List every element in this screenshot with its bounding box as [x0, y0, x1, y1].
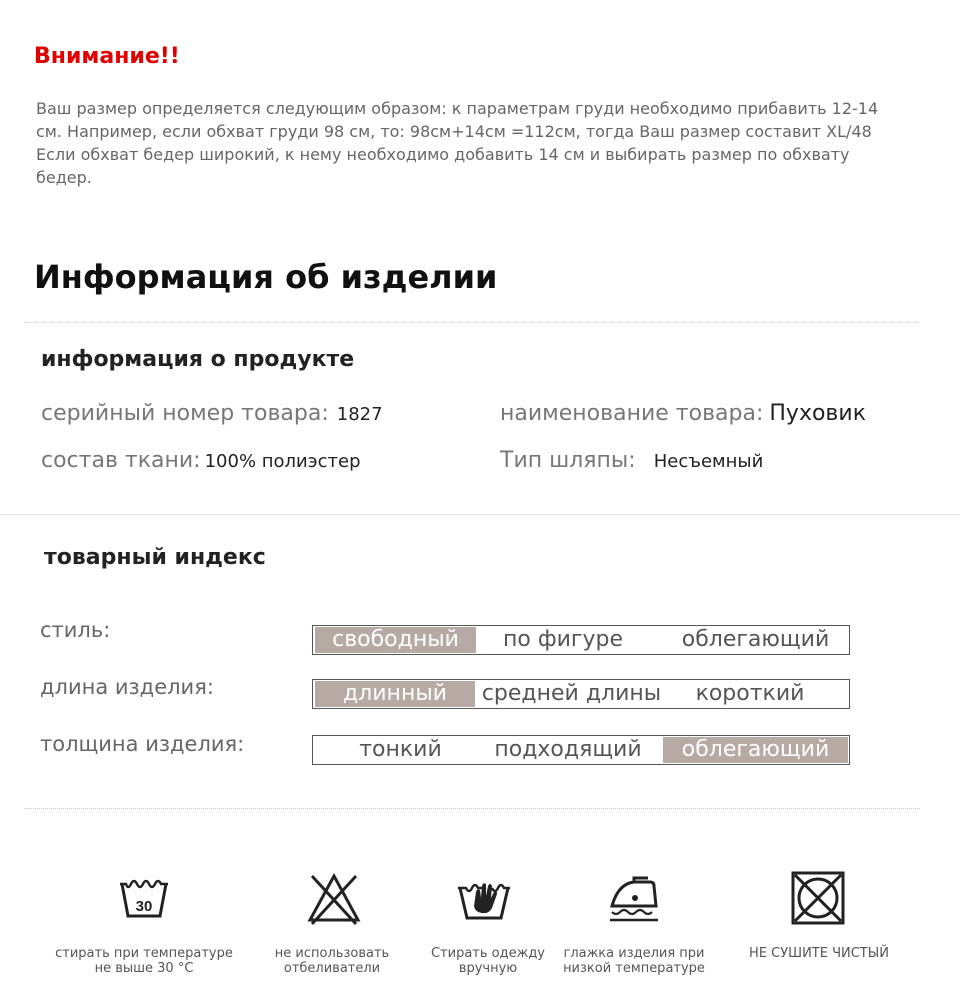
- thickness-scale: [312, 735, 850, 765]
- style-scale: [312, 625, 850, 655]
- instruction-line: см. Например, если обхват груди 98 см, то: 98см+14см =112см, тогда Ваш размер составит XL/48: [36, 122, 872, 141]
- product-info-title: информация о продукте: [41, 347, 355, 372]
- product-index-title: товарный индекс: [44, 545, 266, 570]
- thickness-option-thin: тонкий: [359, 737, 442, 762]
- serial-value: 1827: [336, 404, 383, 425]
- serial-label: серийный номер товара:: [41, 401, 329, 426]
- hat-type: [500, 448, 763, 473]
- thickness-label: толщина изделия:: [40, 732, 245, 756]
- care-line: не использовать: [274, 946, 390, 961]
- care-text-dryclean: [730, 946, 908, 961]
- instruction-line: бедер.: [36, 168, 92, 187]
- length-scale: [312, 679, 850, 709]
- care-line: отбеливатели: [283, 961, 381, 976]
- care-text-handwash: [410, 946, 566, 976]
- length-label: длина изделия:: [40, 675, 214, 699]
- wash-30-icon: [114, 868, 174, 928]
- style-option-fitted: по фигуре: [502, 627, 624, 652]
- no-bleach-icon: [304, 868, 364, 928]
- wash-temp: 30: [135, 898, 153, 915]
- style-label: стиль:: [40, 618, 111, 642]
- iron-low-icon: [604, 868, 664, 928]
- thickness-option-thick: облегающий: [663, 737, 848, 763]
- fabric-label: состав ткани:: [41, 448, 201, 473]
- hand-wash-icon: [454, 868, 514, 928]
- thickness-option-moderate: подходящий: [494, 737, 642, 762]
- care-text-iron: [554, 946, 714, 976]
- instruction-line: Если обхват бедер широкий, к нему необходимо добавить 14 см и выбирать размер по обхвату: [36, 145, 850, 164]
- hat-label: Тип шляпы:: [500, 448, 636, 473]
- serial-number: [41, 401, 383, 426]
- fabric-composition: [41, 448, 361, 473]
- divider: [24, 808, 920, 809]
- size-instructions: [36, 97, 916, 189]
- style-option-tight: облегающий: [681, 627, 830, 652]
- length-option-medium: средней длины: [481, 681, 662, 706]
- length-option-short: короткий: [695, 681, 805, 706]
- section-title: Информация об изделии: [34, 258, 498, 296]
- care-text-bleach: [252, 946, 412, 976]
- care-line: вручную: [458, 961, 518, 976]
- care-line: Стирать одежду: [430, 946, 546, 961]
- care-line: НЕ СУШИТЕ ЧИСТЫЙ: [749, 946, 889, 961]
- style-option-loose: свободный: [315, 627, 476, 653]
- name-value: Пуховик: [769, 401, 866, 426]
- product-name: [500, 401, 866, 426]
- care-line: не выше 30 °C: [94, 961, 194, 976]
- hat-value: Несъемный: [653, 451, 764, 472]
- no-dry-clean-icon: [788, 868, 848, 928]
- instruction-line: Ваш размер определяется следующим образом: к параметрам груди необходимо прибавить 12-14: [36, 99, 879, 118]
- care-line: низкой температуре: [563, 961, 705, 976]
- care-text-wash: [44, 946, 244, 976]
- divider: [0, 514, 960, 515]
- warning-title: Внимание!!: [34, 44, 180, 69]
- length-option-long: длинный: [315, 681, 475, 707]
- care-line: глажка изделия при: [563, 946, 705, 961]
- name-label: наименование товара:: [500, 401, 764, 426]
- divider: [24, 322, 920, 323]
- care-line: стирать при температуре: [55, 946, 233, 961]
- fabric-value: 100% полиэстер: [204, 451, 361, 472]
